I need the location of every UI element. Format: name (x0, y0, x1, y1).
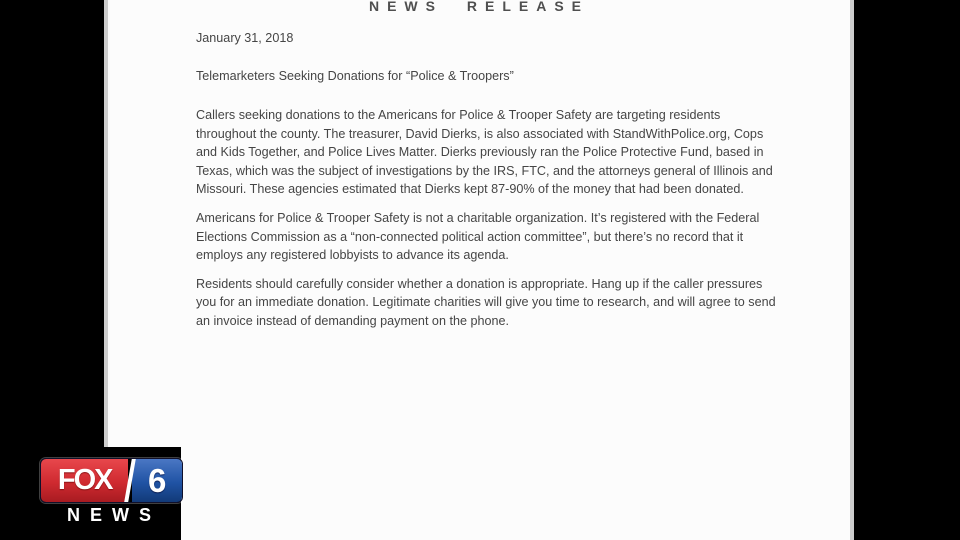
station-logo (0, 447, 181, 540)
fox6-logo-box (40, 458, 183, 503)
paragraph: Residents should carefully consider whether a donation is appropriate. Hang up if the caller pressures you for an immediate donation. Legitimate charities will give you time to research, and will agree to send an invoice instead of demanding payment on the phone. (196, 276, 776, 328)
news-label: NEWS (67, 505, 161, 525)
news-release-document (104, 0, 854, 540)
paragraph: Americans for Police & Trooper Safety is not a charitable organization. It’s registered with the Federal Elections Commission as a “non-connected political action committee”, but there’s no record that it employs any registered lobbyists to advance its agenda. (196, 210, 760, 263)
paragraph: Callers seeking donations to the Americans for Police & Trooper Safety are targeting residents throughout the county. The treasurer, David Dierks, is also associated with StandWithPolice.org, Cops and Kids Together, and Police Lives Matter. Dierks previously ran the Police Protective Fund, based in Texas, which was the subject of investigations by the IRS, FTC, and the attorneys general of Illinois and Missouri. These agencies estimated that Dierks kept 87-90% of the money that had been donated. (196, 108, 773, 197)
document-body (196, 106, 776, 341)
document-date: January 31, 2018 (196, 31, 294, 45)
document-title: NEWS RELEASE (368, 0, 589, 14)
document-subject-line: Telemarketers Seeking Donations for “Police & Troopers” (196, 69, 514, 83)
fox-logo-text: FOX (41, 459, 128, 502)
channel-number: 6 (132, 459, 182, 502)
